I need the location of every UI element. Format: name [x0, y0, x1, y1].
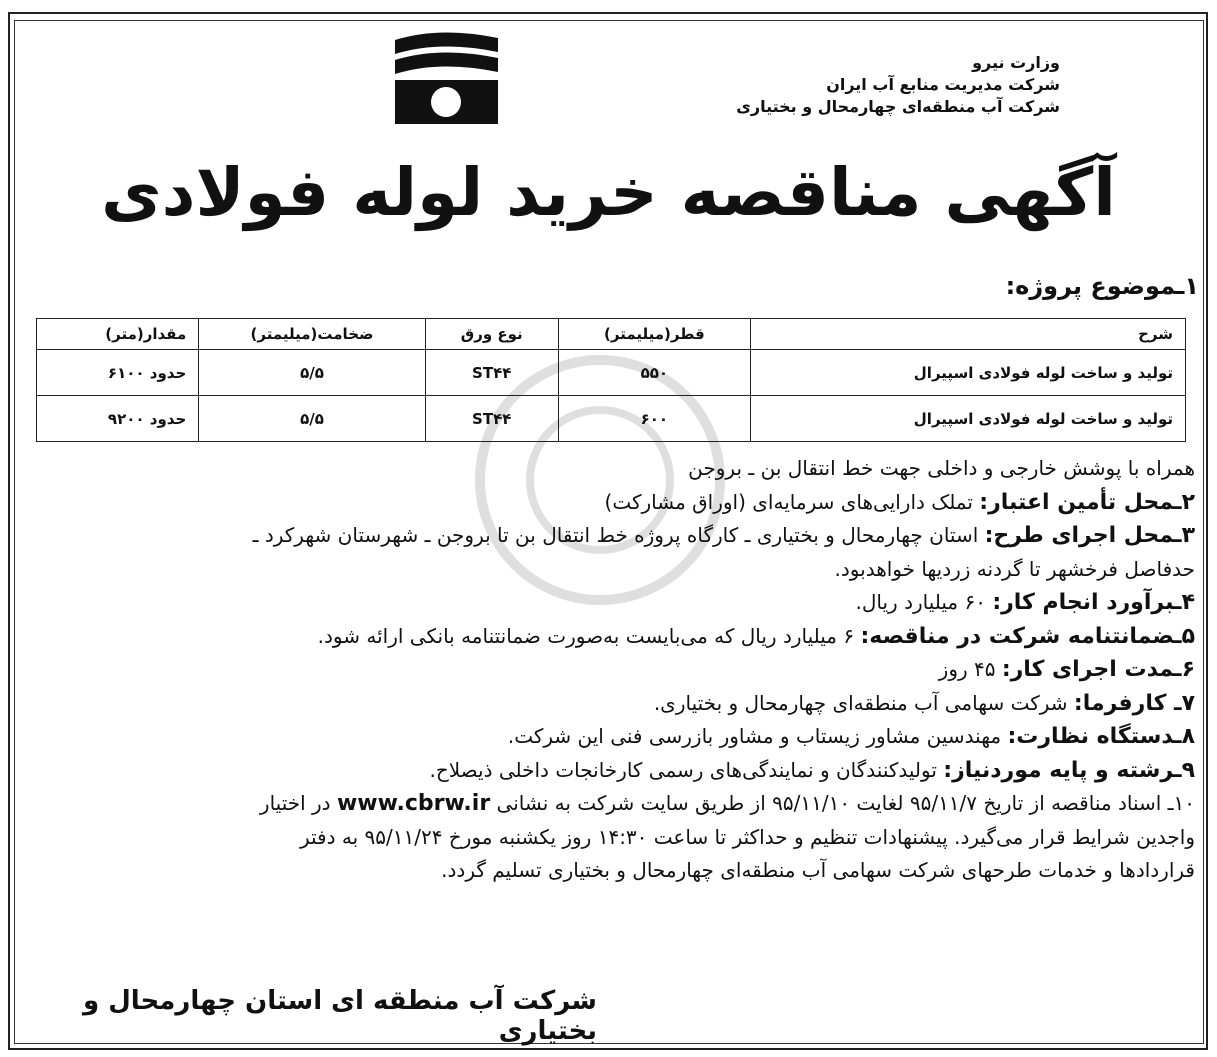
- cell-thickness: ۵/۵: [199, 396, 425, 442]
- company-name: شرکت آب منطقه‌ای چهارمحال و بختیاری: [736, 97, 1060, 116]
- cell-qty: حدود ۶۱۰۰: [37, 350, 199, 396]
- text-estimate: ۶۰ میلیارد ریال.: [855, 590, 993, 614]
- line-coating: همراه با پوشش خارجی و داخلی جهت خط انتقال بن ـ بروجن: [688, 456, 1195, 480]
- cell-diameter: ۵۵۰: [558, 350, 750, 396]
- line-documents: [25, 787, 1195, 821]
- text-documents-end: در اختیار: [259, 791, 337, 815]
- header-sheet: نوع ورق: [425, 319, 558, 350]
- line-qualification: [25, 754, 1195, 788]
- table-row: [37, 396, 1186, 442]
- company-logo-icon: [380, 28, 510, 128]
- line-funding: [25, 486, 1195, 520]
- parent-company-name: شرکت مدیریت منابع آب ایران: [826, 75, 1060, 94]
- table-header-row: [37, 319, 1186, 350]
- label-supervision: ۸ـدستگاه نظارت:: [1007, 724, 1195, 749]
- line-location-cont: حدفاصل فرخشهر تا گردنه زردیها خواهدبود.: [834, 556, 1195, 581]
- cell-sheet: ST۴۴: [425, 350, 558, 396]
- line-estimate: [25, 586, 1195, 620]
- text-duration: ۴۵ روز: [938, 657, 1002, 681]
- header-thickness: ضخامت(میلیمتر): [199, 319, 425, 350]
- label-location: ۳ـمحل اجرای طرح:: [984, 523, 1195, 548]
- text-location: استان چهارمحال و بختیاری ـ کارگاه پروژه خط انتقال بن تا بروجن ـ شهرستان شهرکرد ـ: [252, 523, 985, 547]
- line-employer: [25, 687, 1195, 721]
- items-table: [36, 318, 1186, 442]
- header-diameter: قطر(میلیمتر): [558, 319, 750, 350]
- line-documents-3: قراردادها و خدمات طرحهای شرکت سهامی آب منطقه‌ای چهارمحال و بختیاری تسلیم گردد.: [441, 858, 1195, 882]
- tender-details: [25, 452, 1195, 888]
- line-supervision: [25, 720, 1195, 754]
- label-guarantee: ۵ـضمانتنامه شرکت در مناقصه:: [860, 623, 1195, 649]
- cell-sheet: ST۴۴: [425, 396, 558, 442]
- organization-block: [736, 52, 1060, 118]
- cell-desc: تولید و ساخت لوله فولادی اسپیرال: [751, 350, 1186, 396]
- text-funding: تملک دارایی‌های سرمایه‌ای (اوراق مشارکت): [604, 489, 980, 514]
- label-estimate: ۴ـبرآورد انجام کار:: [992, 590, 1195, 615]
- text-employer: شرکت سهامی آب منطقه‌ای چهارمحال و بختیاری.: [653, 690, 1074, 715]
- website-link[interactable]: www.cbrw.ir: [336, 791, 491, 816]
- text-qualification: تولیدکنندگان و نمایندگی‌های رسمی کارخانجات داخلی ذیصلاح.: [429, 757, 944, 782]
- label-duration: ۶ـمدت اجرای کار:: [1001, 657, 1195, 682]
- section-project-subject: ۱ـموضوع پروژه:: [1005, 272, 1199, 300]
- header-desc: شرح: [751, 319, 1186, 350]
- cell-diameter: ۶۰۰: [558, 396, 750, 442]
- label-funding: ۲ـمحل تأمین اعتبار:: [979, 489, 1195, 515]
- line-duration: [25, 653, 1195, 687]
- cell-thickness: ۵/۵: [199, 350, 425, 396]
- text-documents: ۱۰ـ اسناد مناقصه از تاریخ ۹۵/۱۱/۷ لغایت ۹۵/۱۱/۱۰ از طریق سایت شرکت به نشانی: [496, 791, 1195, 815]
- text-supervision: مهندسین مشاور زیستاب و مشاور بازرسی فنی این شرکت.: [507, 724, 1008, 748]
- header-qty: مقدار(متر): [37, 319, 199, 350]
- label-employer: ۷ـ کارفرما:: [1073, 690, 1195, 716]
- cell-desc: تولید و ساخت لوله فولادی اسپیرال: [751, 396, 1186, 442]
- line-guarantee: [25, 620, 1195, 654]
- line-documents-2: واجدین شرایط قرار می‌گیرد. پیشنهادات تنظیم و حداکثر تا ساعت ۱۴:۳۰ روز یکشنبه مورخ ۹۵/۱۱/۲۴ به دفتر: [299, 824, 1195, 849]
- footer-signature: شرکت آب منطقه ای استان چهارمحال و بختیاری: [83, 986, 597, 1046]
- text-guarantee: ۶ میلیارد ریال که می‌بایست به‌صورت ضمانتنامه بانکی ارائه شود.: [317, 623, 861, 648]
- table-row: [37, 350, 1186, 396]
- page-title: آگهی مناقصه خرید لوله فولادی: [101, 154, 1116, 231]
- label-qualification: ۹ـرشته و پایه موردنیاز:: [943, 757, 1195, 783]
- cell-qty: حدود ۹۲۰۰: [37, 396, 199, 442]
- header: [380, 28, 1100, 133]
- line-location: [25, 519, 1195, 553]
- ministry-name: وزارت نیرو: [972, 53, 1060, 72]
